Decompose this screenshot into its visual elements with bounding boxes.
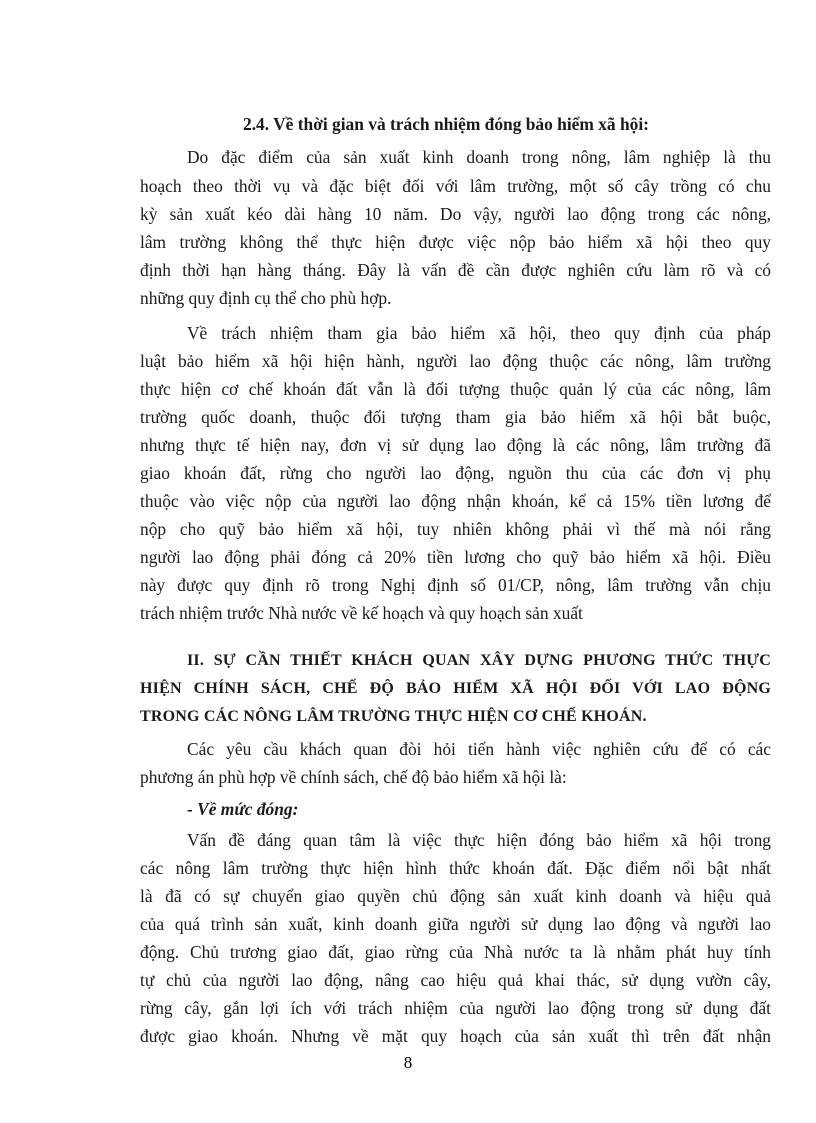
paragraph-line: giao khoán đất, rừng cho người lao động, nguồn thu của các đơn vị phụ <box>140 463 771 483</box>
paragraph-line: lâm trường không thể thực hiện được việc nộp bảo hiểm xã hội theo quy <box>140 232 771 252</box>
section-heading: TRONG CÁC NÔNG LÂM TRƯỜNG THỰC HIỆN CƠ CHẾ KHOÁN. <box>140 708 647 725</box>
paragraph-line: hoạch theo thời vụ và đặc biệt đối với lâm trường, một số cây trồng có chu <box>140 176 771 196</box>
paragraph-line: rừng cây, gắn lợi ích với trách nhiệm của người lao động trong sử dụng đất <box>140 998 771 1018</box>
paragraph-line: kỳ sản xuất kéo dài hàng 10 năm. Do vậy, người lao động trong các nông, <box>140 204 771 224</box>
section-heading: 2.4. Về thời gian và trách nhiệm đóng bảo hiểm xã hội: <box>243 114 649 134</box>
page-number: 8 <box>403 1053 413 1072</box>
paragraph-line: được giao khoán. Nhưng về mặt quy hoạch của sản xuất thì trên đất nhận <box>140 1026 771 1046</box>
paragraph-line: Vấn đề đáng quan tâm là việc thực hiện đóng bảo hiểm xã hội trong <box>187 830 771 850</box>
section-heading: II. SỰ CẦN THIẾT KHÁCH QUAN XÂY DỰNG PHƯƠNG THỨC THỰC <box>187 652 771 669</box>
paragraph-line: của quá trình sản xuất, kinh doanh giữa người sử dụng lao động và người lao <box>140 914 771 934</box>
paragraph-line: người lao động phải đóng cả 20% tiền lương cho quỹ bảo hiểm xã hội. Điều <box>140 547 771 567</box>
paragraph-line: nộp cho quỹ bảo hiểm xã hội, tuy nhiên không phải vì thế mà nói rằng <box>140 519 771 539</box>
paragraph-line: những quy định cụ thể cho phù hợp. <box>140 288 392 308</box>
paragraph-line: trường quốc doanh, thuộc đối tượng tham gia bảo hiểm xã hội bắt buộc, <box>140 407 771 427</box>
section-heading: HIỆN CHÍNH SÁCH, CHẾ ĐỘ BẢO HIỂM XÃ HỘI ĐỐI VỚI LAO ĐỘNG <box>140 680 771 697</box>
paragraph-line: phương án phù hợp về chính sách, chế độ bảo hiểm xã hội là: <box>140 767 567 787</box>
paragraph-line: định thời hạn hàng tháng. Đây là vấn đề cần được nghiên cứu làm rõ và có <box>140 260 771 280</box>
paragraph-line: Các yêu cầu khách quan đòi hỏi tiến hành việc nghiên cứu để có các <box>187 739 771 759</box>
paragraph-line: là đã có sự chuyển giao quyền chủ động sản xuất kinh doanh và hiệu quả <box>140 886 771 906</box>
paragraph-line: các nông lâm trường thực hiện hình thức khoán đất. Đặc điểm nổi bật nhất <box>140 858 771 878</box>
paragraph-line: luật bảo hiểm xã hội hiện hành, người lao động thuộc các nông, lâm trường <box>140 351 771 371</box>
paragraph-line: tự chủ của người lao động, nâng cao hiệu quả khai thác, sử dụng vườn cây, <box>140 970 771 990</box>
paragraph-line: Về trách nhiệm tham gia bảo hiểm xã hội, theo quy định của pháp <box>187 323 771 343</box>
paragraph-line: thuộc vào việc nộp của người lao động nhận khoán, kể cả 15% tiền lương để <box>140 491 771 511</box>
subheading: - Về mức đóng: <box>187 799 299 819</box>
paragraph-line: này được quy định rõ trong Nghị định số 01/CP, nông, lâm trường vẫn chịu <box>140 575 771 595</box>
paragraph-line: nhưng thực tế hiện nay, đơn vị sử dụng lao động là các nông, lâm trường đã <box>140 435 771 455</box>
paragraph-line: động. Chủ trương giao đất, giao rừng của Nhà nước ta là nhằm phát huy tính <box>140 942 771 962</box>
paragraph-line: Do đặc điểm của sản xuất kinh doanh trong nông, lâm nghiệp là thu <box>187 147 771 167</box>
paragraph-line: thực hiện cơ chế khoán đất vẫn là đối tượng thuộc quản lý của các nông, lâm <box>140 379 771 399</box>
paragraph-line: trách nhiệm trước Nhà nước về kế hoạch và quy hoạch sản xuất <box>140 603 583 623</box>
